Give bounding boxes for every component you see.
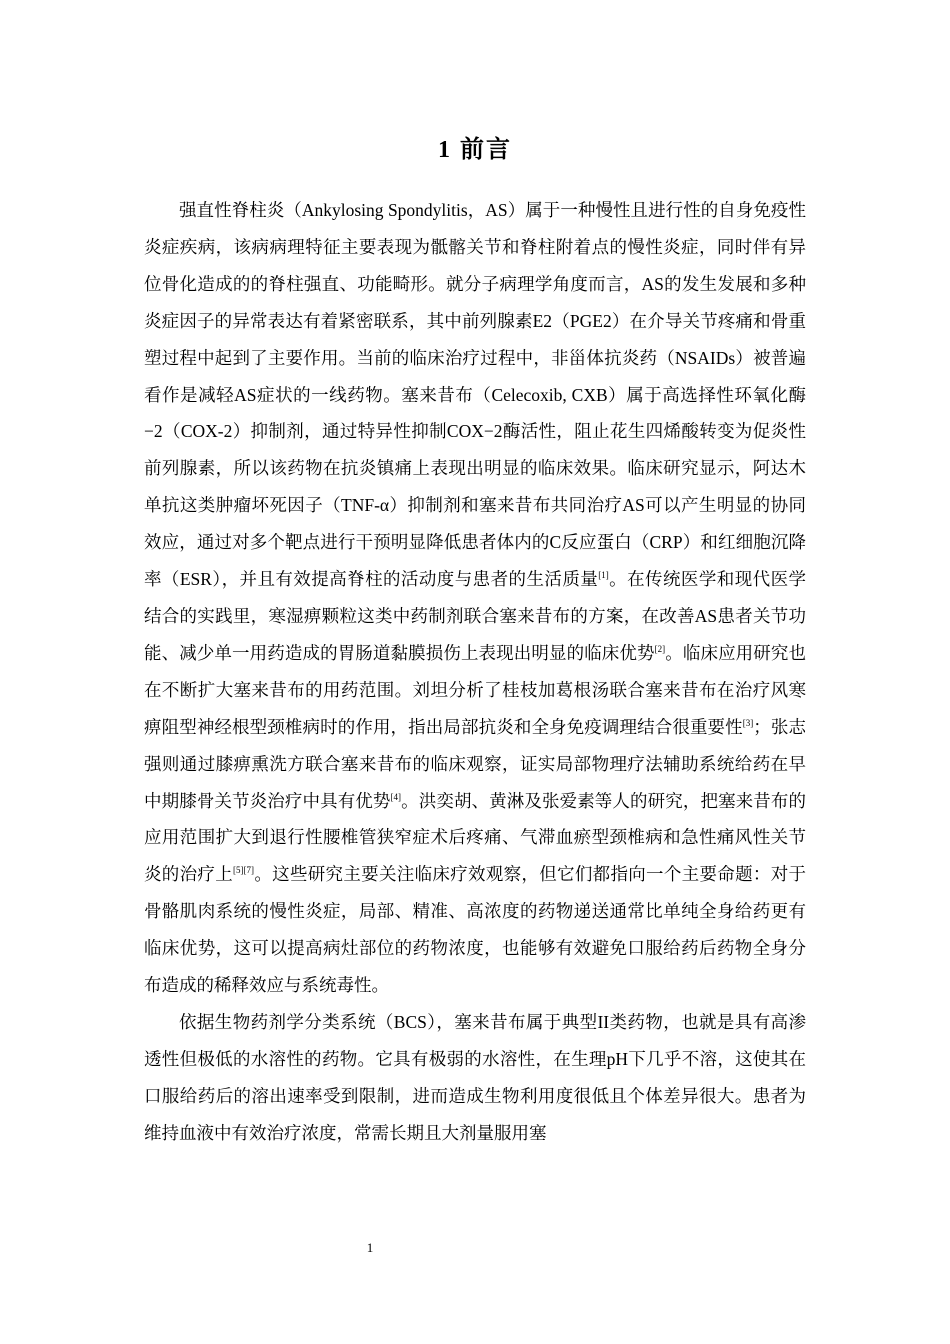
body-paragraph bbox=[144, 192, 806, 1004]
citation-reference: [1] bbox=[598, 570, 609, 581]
paragraph-text: 。洪奕胡、黄淋及张爱素等人的研究，把塞来昔布的应用范围扩大到退行性腰椎管狭窄症术后疼痛、气滞血瘀型颈椎病和急性痛风性关节炎的治疗上 bbox=[144, 790, 807, 885]
paragraph-text: 。临床应用研究也在不断扩大塞来昔布的用药范围。刘坦分析了桂枝加葛根汤联合塞来昔布在治疗风寒痹阻型神经根型颈椎病时的作用，指出局部抗炎和全身免疫调理结合很重要性 bbox=[144, 642, 807, 737]
paragraph-text: 强直性脊柱炎（Ankylosing Spondylitis，AS）属于一种慢性且进行性的自身免疫性炎症疾病，该病病理特征主要表现为骶髂关节和脊柱附着点的慢性炎症，同时伴有异位骨化造成的的脊柱强直、功能畸形。就分子病理学角度而言，AS的发生发展和多种炎症因子的异常表达有着紧密联系，其中前列腺素E2（PGE2）在介导关节疼痛和骨重塑过程中起到了主要作用。当前的临床治疗过程中，非甾体抗炎药（NSAIDs）被普遍看作是减轻AS症状的一线药物。塞来昔布（Celecoxib, CXB）属于高选择性环氧化酶−2（COX-2）抑制剂，通过特异性抑制COX−2酶活性，阻止花生四烯酸转变为促炎性前列腺素，所以该药物在抗炎镇痛上表现出明显的临床效果。临床研究显示，阿达木单抗这类肿瘤坏死因子（TNF-α）抑制剂和塞来昔布共同治疗AS可以产生明显的协同效应，通过对多个靶点进行干预明显降低患者体内的C反应蛋白（CRP）和红细胞沉降率（ESR），并且有效提高脊柱的活动度与患者的生活质量 bbox=[144, 200, 806, 590]
citation-reference: [4] bbox=[390, 791, 402, 802]
paragraph-text: 。在传统医学和现代医学结合的实践里，寒湿痹颗粒这类中药制剂联合塞来昔布的方案，在改善AS患者关节功能、减少单一用药造成的胃肠道黏膜损伤上表现出明显的临床优势 bbox=[144, 569, 807, 663]
body-text bbox=[144, 192, 806, 1152]
citation-reference: [5][7] bbox=[233, 865, 255, 876]
section-heading: 1 前言 bbox=[438, 137, 512, 163]
citation-reference: [3] bbox=[742, 717, 754, 728]
body-paragraph bbox=[144, 1004, 806, 1152]
page-number: 1 bbox=[366, 1240, 374, 1255]
paragraph-text: 。这些研究主要关注临床疗效观察，但它们都指向一个主要命题：对于骨骼肌肉系统的慢性炎症，局部、精准、高浓度的药物递送通常比单纯全身给药更有临床优势，这可以提高病灶部位的药物浓度，也能够有效避免口服给药后药物全身分布造成的稀释效应与系统毒性。 bbox=[144, 864, 807, 996]
citation-reference: [2] bbox=[654, 643, 666, 654]
paragraph-text: 依据生物药剂学分类系统（BCS），塞来昔布属于典型II类药物，也就是具有高渗透性但极低的水溶性的药物。它具有极弱的水溶性，在生理pH下几乎不溶，这使其在口服给药后的溶出速率受到限制，进而造成生物利用度很低且个体差异很大。患者为维持血液中有效治疗浓度，常需长期且大剂量服用塞 bbox=[144, 1011, 806, 1143]
paragraph-text: ；张志强则通过膝痹熏洗方联合塞来昔布的临床观察，证实局部物理疗法辅助系统给药在早中期膝骨关节炎治疗中具有优势 bbox=[144, 716, 807, 811]
